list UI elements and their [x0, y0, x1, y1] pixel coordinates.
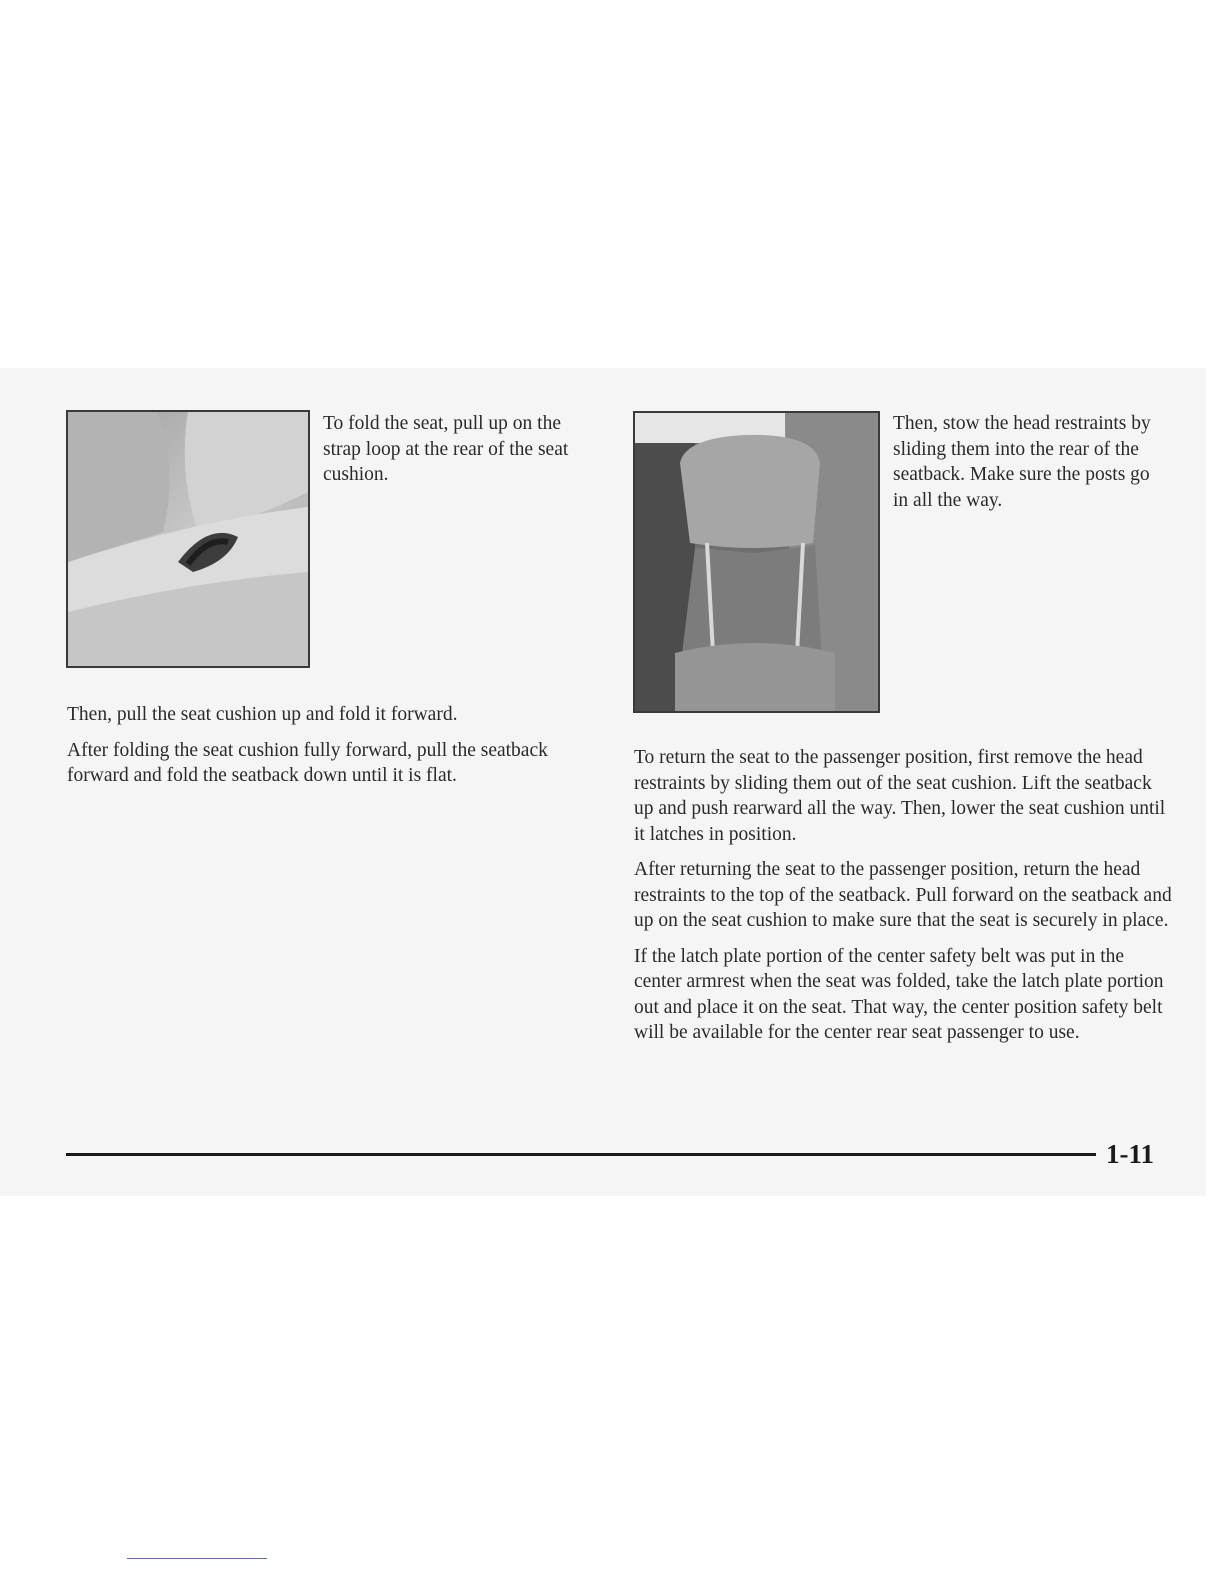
stow-head-restraints-caption: Then, stow the head restraints by sliding them into the rear of the seatback. Make sure the posts go in all the way. — [893, 413, 1151, 511]
footer-rule — [66, 1153, 1096, 1156]
head-restraint-photo — [633, 411, 880, 713]
fold-seatback-paragraph: After folding the seat cushion fully forward, pull the seatback forward and fold the seatback down until it is flat. — [67, 739, 548, 786]
return-seat-paragraph: To return the seat to the passenger position, first remove the head restraints by sliding them out of the seat cushion. Lift the seatback up and push rearward all the way. Then, lower the seat cushion until it latches in position. — [634, 747, 1166, 845]
page-number: 1-11 — [1106, 1139, 1155, 1169]
latch-plate-paragraph: If the latch plate portion of the center safety belt was put in the center armrest when the seat was folded, take the latch plate portion out and place it on the seat. That way, the center position safety belt will be available for the center rear seat passenger to use. — [634, 945, 1164, 1043]
return-head-restraints-paragraph: After returning the seat to the passenger position, return the head restraints to the top of the seatback. Pull forward on the seatback and up on the seat cushion to make sure that the seat is securely in place. — [634, 859, 1172, 931]
fold-cushion-paragraph: Then, pull the seat cushion up and fold it forward. — [67, 704, 458, 725]
left-column-text — [67, 702, 557, 799]
fold-seat-caption: To fold the seat, pull up on the strap loop at the rear of the seat cushion. — [323, 413, 569, 485]
bottom-divider — [127, 1558, 267, 1559]
right-column-text — [634, 745, 1174, 1056]
seat-strap-loop-photo — [66, 410, 310, 668]
